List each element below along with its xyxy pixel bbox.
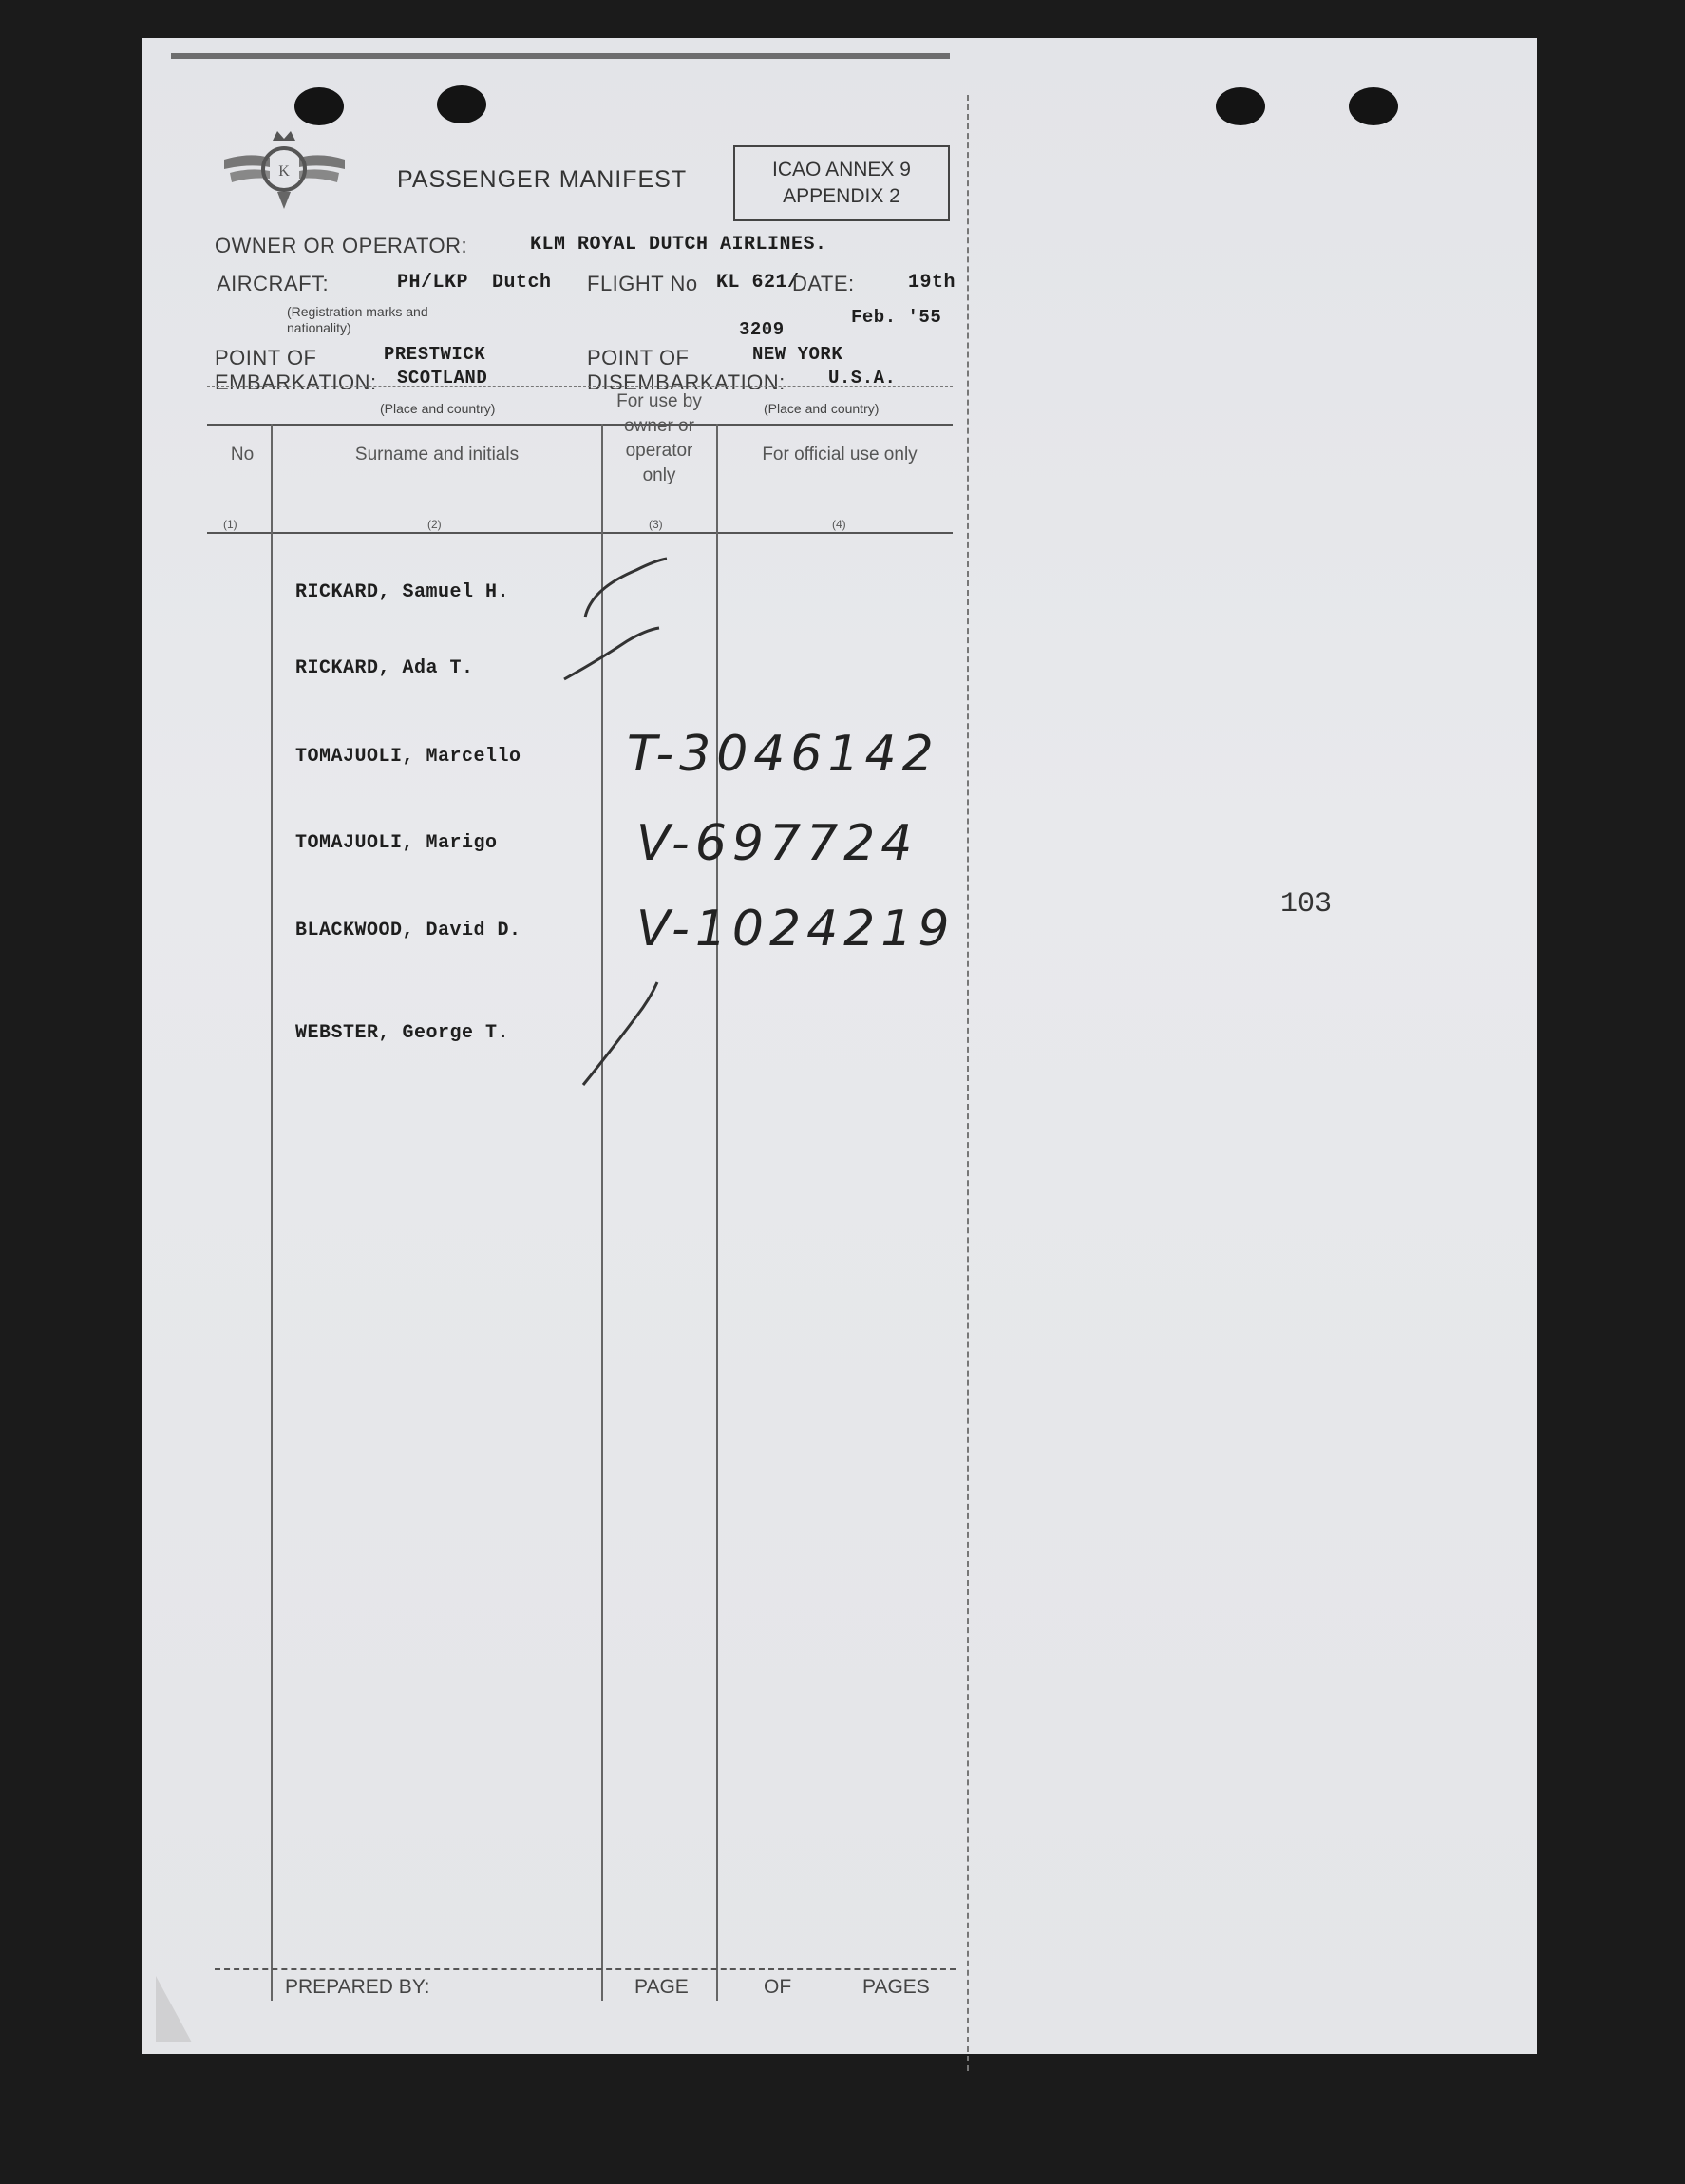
table-row: RICKARD, Ada T. bbox=[295, 657, 474, 679]
flight-label: FLIGHT No bbox=[587, 272, 698, 295]
check-mark-icon bbox=[560, 613, 665, 689]
flight-value: KL 621/ bbox=[716, 272, 800, 294]
table-top-rule bbox=[207, 386, 953, 387]
owner-label: OWNER OR OPERATOR: bbox=[215, 234, 468, 257]
disembark-note: (Place and country) bbox=[764, 401, 880, 416]
aircraft-value: PH/LKP Dutch bbox=[397, 272, 552, 294]
header-no: No bbox=[230, 445, 255, 465]
embark-value-1: PRESTWICK bbox=[384, 344, 486, 365]
scan-top-edge bbox=[171, 53, 950, 59]
disembark-value-1: NEW YORK bbox=[752, 344, 843, 365]
flight-sub-number: 3209 bbox=[739, 319, 785, 340]
icao-annex-box bbox=[733, 145, 950, 221]
of-label: OF bbox=[764, 1976, 792, 1998]
handwritten-document-number: V-697724 bbox=[636, 815, 918, 872]
col-divider-1 bbox=[271, 424, 273, 2001]
table-row: RICKARD, Samuel H. bbox=[295, 581, 510, 603]
col-divider-3 bbox=[716, 424, 718, 2001]
handwritten-document-number: T-3046142 bbox=[627, 726, 939, 783]
embark-label-2: EMBARKATION: bbox=[215, 370, 377, 394]
punch-hole bbox=[1216, 87, 1265, 125]
table-header-bottom bbox=[207, 532, 953, 534]
check-mark-icon bbox=[579, 978, 674, 1092]
embark-value-2: SCOTLAND bbox=[397, 368, 488, 389]
form-edge-dashed bbox=[967, 95, 969, 2071]
prepared-by-label: PREPARED BY: bbox=[285, 1976, 430, 1998]
punch-hole bbox=[437, 85, 486, 123]
table-row: WEBSTER, George T. bbox=[295, 1022, 510, 1044]
col-number-1: (1) bbox=[223, 518, 237, 531]
date-value-2: Feb. '55 bbox=[851, 307, 942, 328]
embark-label-1: POINT OF bbox=[215, 346, 317, 370]
header-official-use: For official use only bbox=[762, 445, 918, 465]
pages-label: PAGES bbox=[862, 1976, 930, 1998]
annex-line2: APPENDIX 2 bbox=[783, 185, 900, 207]
date-value: 19th bbox=[908, 272, 956, 294]
page-stamp-number: 103 bbox=[1280, 888, 1333, 921]
handwritten-document-number: V-1024219 bbox=[636, 901, 956, 958]
table-header-top bbox=[207, 424, 953, 426]
disembark-value-2: U.S.A. bbox=[828, 368, 897, 389]
header-surname: Surname and initials bbox=[354, 445, 520, 465]
folded-corner bbox=[156, 1976, 192, 2042]
klm-logo-icon bbox=[220, 114, 349, 214]
annex-line1: ICAO ANNEX 9 bbox=[772, 159, 911, 180]
form-title: PASSENGER MANIFEST bbox=[397, 166, 688, 193]
aircraft-note: (Registration marks and nationality) bbox=[287, 304, 428, 335]
table-row: TOMAJUOLI, Marcello bbox=[295, 746, 521, 768]
date-label: DATE: bbox=[792, 272, 855, 295]
disembark-label-1: POINT OF bbox=[587, 346, 690, 370]
disembark-label-2: DISEMBARKATION: bbox=[587, 370, 786, 394]
svg-text:K: K bbox=[278, 163, 290, 180]
punch-hole bbox=[1349, 87, 1398, 125]
col-number-4: (4) bbox=[832, 518, 846, 531]
col-number-3: (3) bbox=[649, 518, 663, 531]
owner-value: KLM ROYAL DUTCH AIRLINES. bbox=[530, 234, 827, 256]
aircraft-label: AIRCRAFT: bbox=[217, 272, 330, 295]
table-bottom-rule bbox=[215, 1968, 956, 1970]
embark-note: (Place and country) bbox=[380, 401, 496, 416]
manifest-page bbox=[142, 38, 1537, 2054]
header-owner-use: For use by owner or operator only bbox=[616, 391, 702, 485]
col-number-2: (2) bbox=[427, 518, 442, 531]
table-row: BLACKWOOD, David D. bbox=[295, 920, 521, 941]
table-row: TOMAJUOLI, Marigo bbox=[295, 832, 498, 854]
page-label: PAGE bbox=[634, 1976, 689, 1998]
